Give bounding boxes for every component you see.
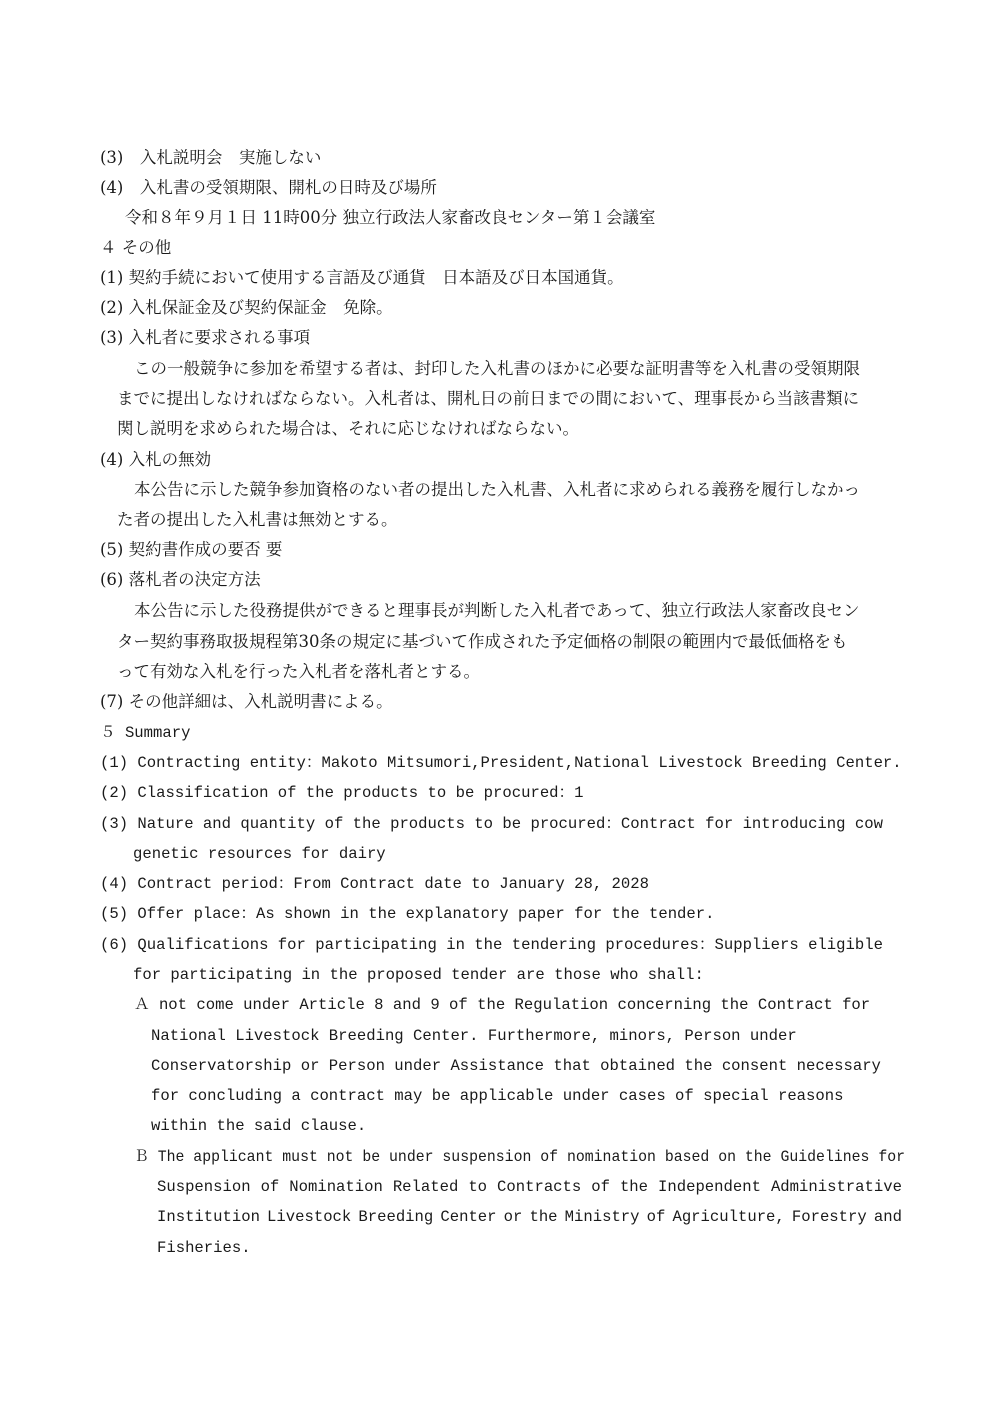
summary-item-3-cont: genetic resources for dairy [133, 845, 386, 863]
other-item-7: (7) その他詳細は、入札説明書による。 [100, 692, 393, 711]
other-item-2: (2) 入札保証金及び契約保証金 免除。 [100, 298, 393, 317]
item-6-body-line-2: ター契約事務取扱規程第30条の規定に基づいて作成された予定価格の制限の範囲内で最低価格をも [117, 632, 848, 651]
item-6-body-line-1: 本公告に示した役務提供ができると理事長が判断した入札者であって、独立行政法人家畜改良セン [134, 601, 860, 620]
summary-item-1: (1) Contracting entity：Makoto Mitsumori,President,National Livestock Breeding Center. [100, 754, 902, 772]
clause-b-line-1: Ｂ The applicant must not be under suspension of nomination based on the Guidelines for [134, 1148, 906, 1166]
other-item-4-heading: (4) 入札の無効 [100, 450, 212, 469]
item-3-briefing: (3) 入札説明会 実施しない [100, 148, 322, 167]
summary-item-2: (2) Classification of the products to be procured：1 [100, 784, 584, 802]
clause-a-line-4: for concluding a contract may be applicable under cases of special reasons [151, 1087, 844, 1105]
summary-item-6-cont: for participating in the proposed tender are those who shall: [133, 966, 704, 984]
item-3-body-line-3: 関し説明を求められた場合は、それに応じなければならない。 [117, 419, 579, 438]
clause-b-line-4: Fisheries. [157, 1239, 251, 1257]
item-3-body-line-1: この一般競争に参加を希望する者は、封印した入札書のほかに必要な証明書等を入札書の受領期限 [134, 359, 860, 378]
clause-a-line-5: within the said clause. [151, 1117, 367, 1135]
section-5-heading: ５ Summary [100, 724, 191, 742]
item-4-deadline-heading: (4) 入札書の受領期限、開札の日時及び場所 [100, 178, 437, 197]
item-4-body-line-2: た者の提出した入札書は無効とする。 [117, 510, 398, 529]
other-item-6-heading: (6) 落札者の決定方法 [100, 570, 261, 589]
other-item-1: (1) 契約手続において使用する言語及び通貨 日本語及び日本国通貨。 [100, 268, 624, 287]
summary-item-4: (4) Contract period：From Contract date to January 28, 2028 [100, 875, 649, 893]
item-3-body-line-2: までに提出しなければならない。入札者は、開札日の前日までの間において、理事長から当該書類に [117, 389, 860, 408]
summary-item-6: (6) Qualifications for participating in the tendering procedures：Suppliers eligible [100, 936, 883, 954]
clause-a-line-3: Conservatorship or Person under Assistance that obtained the consent necessary [151, 1057, 881, 1075]
other-item-5: (5) 契約書作成の要否 要 [100, 540, 283, 559]
opening-date-place: 令和８年９月１日 11時00分 独立行政法人家畜改良センター第１会議室 [125, 208, 656, 227]
summary-item-5: (5) Offer place：As shown in the explanatory paper for the tender. [100, 905, 715, 923]
clause-a-line-1: Ａ not come under Article 8 and 9 of the Regulation concerning the Contract for [134, 996, 871, 1014]
summary-item-3: (3) Nature and quantity of the products to be procured：Contract for introducing cow [100, 815, 883, 833]
clause-b-line-3: Institution Livestock Breeding Center or the Ministry of Agriculture, Forestry and [157, 1208, 902, 1226]
item-6-body-line-3: って有効な入札を行った入札者を落札者とする。 [117, 662, 480, 681]
item-4-body-line-1: 本公告に示した競争参加資格のない者の提出した入札書、入札者に求められる義務を履行しなかっ [134, 480, 860, 499]
clause-a-line-2: National Livestock Breeding Center. Furthermore, minors, Person under [151, 1027, 797, 1045]
section-4-heading: ４ その他 [100, 238, 172, 257]
clause-b-line-2: Suspension of Nomination Related to Contracts of the Independent Administrative [157, 1178, 902, 1196]
other-item-3-heading: (3) 入札者に要求される事項 [100, 328, 311, 347]
